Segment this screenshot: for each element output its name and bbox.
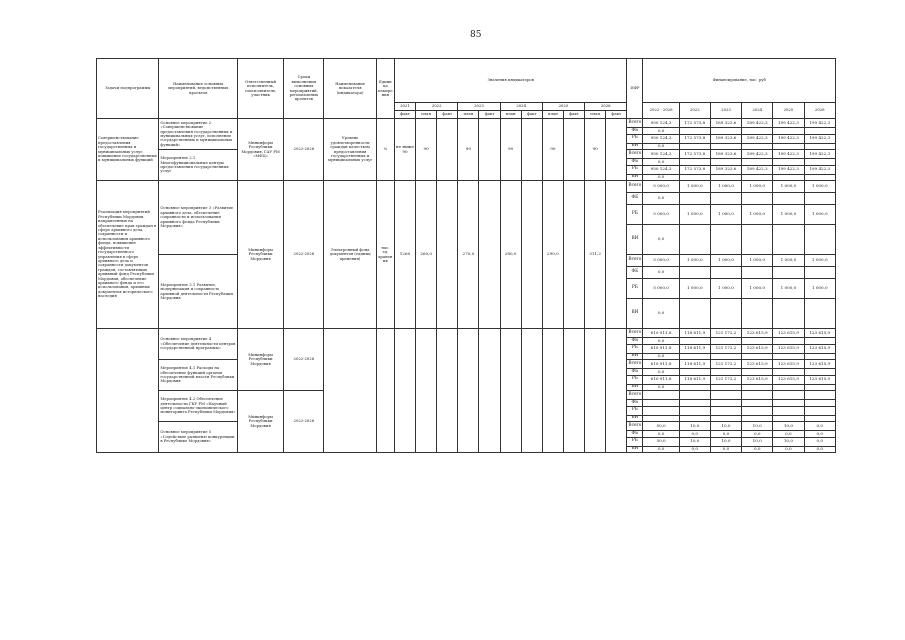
header-indicator-values: Значения индикаторов [394,59,626,103]
financing-value: 0,0 [643,159,679,166]
indicator-value: 260,0 [416,181,437,329]
financing-value: 610 911,8 [643,375,679,384]
financing-value: 0,0 [643,128,679,135]
financing-value: 189 323,6 [710,150,741,159]
funding-source: ФБ [627,431,643,438]
funding-source: ФБ [627,338,643,345]
financing-value: 0,0 [643,369,679,376]
funding-source: ВИ [627,174,643,181]
financing-value [773,299,804,329]
financing-value [742,299,773,329]
financing-value [773,406,804,415]
indicator-value [521,119,542,181]
indicator-value: 90 [458,119,479,181]
fin-year: 2022 [679,103,710,119]
funding-source: ФБ [627,128,643,135]
financing-value [804,193,836,205]
financing-value: 1 000,0 [804,279,836,299]
task-cell: Реализация мероприятий Республики Мордовия, направленных на обеспечение прав граждан в сфере архивного дела, сохранности и использования архивного фонда, повышение эффективности государственного управления в сфере архивного дела и сохранности документов граждан, составляющих архивный фонд Республики Мордовия, обеспечение архивного фонда и его использования, архивных документов исторического наследия [97,181,159,329]
financing-value [710,225,741,255]
financing-value: 1 000,0 [710,205,741,225]
financing-value [679,193,710,205]
financing-value: 189 422,3 [742,150,773,159]
executor-cell: Мининформ Республики Мордовия [237,329,283,391]
indicator-value [585,329,606,453]
measure-name: Мероприятие 3.1 Развитие, модернизация и сохранность архивной деятельности Республики Мордовия [159,255,238,329]
financing-value [710,193,741,205]
executor-cell: Мининформ Республики Мордовия, ГАУ РМ «МФЦ» [237,119,283,181]
header-financing: Финансирование, тыс. руб [643,59,836,103]
indicator-value [479,119,500,181]
financing-value: 199 422,3 [773,134,804,143]
table-row [97,119,836,128]
funding-source: ФБ [627,159,643,166]
plan-fact-label: факт [606,111,627,119]
indicator-value [606,329,627,453]
task-cell: Совершенствование предоставления государственных и муниципальных услуг, повышение государственных и муниципальных функций [97,119,159,181]
financing-value: 1 000,0 [710,255,741,267]
indicator-value [479,329,500,453]
financing-value [643,391,679,400]
indicator-value: 90 [542,119,563,181]
financing-value: 189 422,3 [742,165,773,174]
funding-source: РБ [627,205,643,225]
financing-value: 189 422,3 [742,119,773,128]
indicator-value [479,181,500,329]
financing-value: 123 615,9 [742,329,773,338]
funding-source: Всего [627,119,643,128]
financing-value: 189 323,6 [710,119,741,128]
plan-fact-label: план [416,111,437,119]
funding-source: РБ [627,406,643,415]
indicator-value [563,181,584,329]
financing-value: 0,0 [804,422,836,431]
financing-value: 0,0 [643,193,679,205]
financing-value: 5 000,0 [643,255,679,267]
financing-value: 199 422,3 [773,165,804,174]
financing-value: 121 172,2 [710,329,741,338]
period-cell: 2022-2026 [284,329,324,391]
financing-value [773,267,804,279]
indicator-value [458,329,479,453]
indicator-unit: тыс. ед. хранения [376,181,394,329]
financing-value: 123 615,9 [804,344,836,353]
financing-value: 0,0 [679,446,710,453]
financing-value: 199 422,3 [773,119,804,128]
financing-value: 123 615,9 [804,375,836,384]
financing-value: 189 323,6 [710,134,741,143]
indicator-value: 1260 [394,181,415,329]
program-table [96,58,836,568]
financing-value: 1 000,0 [742,205,773,225]
funding-source: РБ [627,279,643,299]
financing-value [679,406,710,415]
funding-source: Всего [627,422,643,431]
indicator-name: Уровень удовлетворенности граждан качеством предоставления государственных и муниципальных услуг [324,119,376,181]
financing-value [679,267,710,279]
financing-value: 950 124,3 [643,119,679,128]
financing-value: 5 000,0 [643,205,679,225]
financing-value: 1 000,0 [742,255,773,267]
measure-name: Основное мероприятие 4 «Обеспечение деятельности центров государственной программы» [159,329,238,360]
indicator-unit [376,329,394,453]
financing-value: 123 615,9 [804,329,836,338]
financing-value: 1 000,0 [679,181,710,193]
indicator-name [324,329,376,453]
measure-name: Мероприятие 2.1 Многофункциональные центры предоставления государственных услуг [159,150,238,181]
financing-value: 172 573,8 [679,134,710,143]
financing-value [773,391,804,400]
indicator-value [521,181,542,329]
year-2024: 2024 [500,103,542,111]
plan-fact-label: план [500,111,521,119]
financing-value [710,267,741,279]
measure-name: Мероприятие 4.2 Обеспечение деятельности ГКУ РМ «Научный центр социально-экономического мониторинга Республики Мордовия» [159,391,238,422]
indicator-value: 90 [500,119,521,181]
financing-value: 5 000,0 [643,279,679,299]
funding-source: ВИ [627,143,643,150]
year-2022: 2022 [416,103,458,111]
indicator-value [437,119,458,181]
plan-fact-label: факт [394,111,415,119]
indicator-value [606,119,627,181]
financing-value: 10,0 [679,437,710,446]
financing-value: 0,0 [643,267,679,279]
financing-value: 1 000,0 [773,255,804,267]
financing-value: 123 615,9 [742,344,773,353]
indicator-value [437,181,458,329]
funding-source: ВИ [627,384,643,391]
period-cell: 2022-2026 [284,181,324,329]
financing-value: 118 611,9 [679,344,710,353]
funding-source: ФБ [627,193,643,205]
financing-value [742,267,773,279]
funding-source: Всего [627,391,643,400]
financing-value: 199 422,3 [804,134,836,143]
financing-value: 199 422,3 [804,119,836,128]
financing-value: 123 615,9 [804,360,836,369]
financing-value: 10,0 [710,437,741,446]
plan-fact-label: план [458,111,479,119]
financing-value: 10,0 [742,422,773,431]
indicator-value [394,329,415,453]
financing-value: 0,0 [643,353,679,360]
indicator-value [563,329,584,453]
financing-value: 1 000,0 [773,181,804,193]
financing-value [643,406,679,415]
header-indicator: Наименование показателя (индикатора) [324,59,376,119]
indicator-value: не ниже 90 [394,119,415,181]
financing-value [773,225,804,255]
financing-value [742,406,773,415]
financing-value: 1 000,0 [679,205,710,225]
fin-year: 2025 [773,103,804,119]
table-row [97,329,836,338]
financing-value: 950 124,3 [643,150,679,159]
financing-value: 10,0 [773,437,804,446]
table-row [97,181,836,193]
financing-value: 0,0 [643,384,679,391]
financing-value [773,193,804,205]
indicator-value [542,329,563,453]
financing-value: 123 615,9 [773,360,804,369]
period-cell: 2022-2026 [284,119,324,181]
plan-fact-label: план [585,111,606,119]
financing-value: 123 615,9 [773,344,804,353]
financing-value: 10,0 [742,437,773,446]
measure-name: Основное мероприятие 3 «Развитие архивного дела, обеспечение сохранности и использования архивного фонда Республики Мордовия» [159,181,238,255]
financing-value [804,406,836,415]
financing-value: 0,0 [643,431,679,438]
fin-year: 2024 [742,103,773,119]
financing-value: 118 611,9 [679,375,710,384]
financing-value [742,391,773,400]
financing-value: 950 124,3 [643,165,679,174]
financing-value: 1 000,0 [804,255,836,267]
financing-value: 0,0 [742,431,773,438]
funding-source: ФБ [627,369,643,376]
financing-value: 5 000,0 [643,181,679,193]
funding-source: Всего [627,150,643,159]
plan-fact-label: факт [437,111,458,119]
indicator-name: Электронный фонд документов (единиц хранения) [324,181,376,329]
indicator-value: 270,0 [458,181,479,329]
financing-value: 123 615,9 [773,375,804,384]
indicator-value: 311,2 [585,181,606,329]
financing-value: 0,0 [773,431,804,438]
financing-value: 10,0 [710,422,741,431]
task-cell [97,329,159,453]
financing-value: 1 000,0 [710,181,741,193]
plan-fact-label: факт [521,111,542,119]
indicator-unit: % [376,119,394,181]
funding-source: РБ [627,375,643,384]
year-2023: 2023 [458,103,500,111]
indicator-value [500,329,521,453]
funding-source: РБ [627,134,643,143]
financing-value: 1 000,0 [804,205,836,225]
financing-value: 10,0 [773,422,804,431]
plan-fact-label: факт [563,111,584,119]
financing-value: 1 000,0 [679,279,710,299]
financing-value: 121 172,2 [710,375,741,384]
financing-value: 1 000,0 [804,181,836,193]
financing-value: 1 000,0 [773,279,804,299]
measure-name: Основное мероприятие 5 «Содействие развитию конкуренции в Республике Мордовия» [159,422,238,453]
fin-year: 2022 - 2026 [643,103,679,119]
funding-source: РБ [627,437,643,446]
financing-value [679,391,710,400]
funding-source: ФБ [627,267,643,279]
financing-value: 0,0 [742,446,773,453]
executor-cell: Мининформ Республики Мордовия [237,391,283,453]
financing-value: 0,0 [710,431,741,438]
financing-value [710,299,741,329]
indicator-value: 90 [416,119,437,181]
period-cell: 2022-2026 [284,391,324,453]
executor-cell: Мининформ Республики Мордовия [237,181,283,329]
financing-value [679,299,710,329]
financing-value [742,193,773,205]
header-measures: Наименование основных мероприятий, ведомственных проектов [159,59,238,119]
funding-source: Всего [627,255,643,267]
measure-name: Основное мероприятие 2 «Совершенствование предоставления государственных и муниципальных услуг, исполнение государственных и муниципальных функций» [159,119,238,150]
indicator-value [521,329,542,453]
indicator-value: 280,0 [500,181,521,329]
financing-value: 10,0 [679,422,710,431]
fin-year: 2023 [710,103,741,119]
funding-source: РБ [627,344,643,353]
header-executor: Ответственный исполнитель, соисполнитель, участник [237,59,283,119]
financing-value: 50,0 [643,437,679,446]
financing-value [710,391,741,400]
fin-year: 2026 [804,103,836,119]
financing-value: 1 000,0 [710,279,741,299]
financing-value: 0,0 [773,446,804,453]
funding-source: Всего [627,360,643,369]
financing-value [804,267,836,279]
financing-value: 610 911,8 [643,329,679,338]
financing-value [804,391,836,400]
header-unit: Единица измерения [376,59,394,119]
financing-value: 0,0 [643,299,679,329]
indicator-value [563,119,584,181]
financing-value: 118 611,9 [679,360,710,369]
financing-value: 0,0 [643,338,679,345]
financing-value: 172 573,8 [679,165,710,174]
financing-value: 0,0 [643,446,679,453]
financing-value: 1 000,0 [773,205,804,225]
indicator-value: 90 [585,119,606,181]
funding-source: РБ [627,165,643,174]
financing-value: 0,0 [643,174,679,181]
financing-value: 199 422,3 [804,165,836,174]
financing-value: 118 611,9 [679,329,710,338]
indicator-value [416,329,437,453]
financing-value: 0,0 [643,143,679,150]
page-number: 85 [470,30,482,40]
financing-value [679,225,710,255]
financing-value: 950 124,3 [643,134,679,143]
financing-value: 123 615,9 [742,375,773,384]
funding-source: ВИ [627,446,643,453]
funding-source: ВИ [627,225,643,255]
year-2026: 2026 [585,103,627,111]
financing-value: 189 422,3 [742,134,773,143]
measure-name: Мероприятие 4.1 Расходы на обеспечение функций органов государственной власти Республики Мордовия [159,360,238,391]
header-tasks: Задачи подпрограммы [97,59,159,119]
financing-value: 123 615,9 [773,329,804,338]
financing-value: 172 573,8 [679,119,710,128]
financing-value: 610 911,8 [643,344,679,353]
financing-value: 1 000,0 [742,181,773,193]
plan-fact-label: план [542,111,563,119]
indicator-value: 290,0 [542,181,563,329]
financing-value [742,225,773,255]
financing-value: 0,0 [643,225,679,255]
funding-source: ВИ [627,353,643,360]
year-2025: 2025 [542,103,584,111]
financing-value: 610 911,8 [643,360,679,369]
year-2021: 2021 [394,103,415,111]
funding-source: ВИ [627,415,643,422]
funding-source: Всего [627,329,643,338]
financing-value [710,406,741,415]
financing-value: 1 000,0 [742,279,773,299]
financing-value: 0,0 [710,446,741,453]
plan-fact-label: факт [479,111,500,119]
funding-source: Всего [627,181,643,193]
financing-value: 0,0 [679,431,710,438]
header-period: Сроки выполнения основных мероприятий, региональных проектов [284,59,324,119]
financing-value: 199 422,3 [773,150,804,159]
financing-value: 50,0 [643,422,679,431]
funding-source: ФБ [627,400,643,407]
financing-value: 121 172,2 [710,344,741,353]
financing-value: 1 000,0 [679,255,710,267]
financing-value: 0,0 [804,431,836,438]
funding-source: ВИ [627,299,643,329]
financing-value: 0,0 [804,437,836,446]
financing-value [804,299,836,329]
indicator-value [437,329,458,453]
indicator-value [606,181,627,329]
financing-value: 121 172,2 [710,360,741,369]
financing-value: 172 573,8 [679,150,710,159]
financing-value: 123 615,9 [742,360,773,369]
financing-value: 189 323,6 [710,165,741,174]
header-ifr: ИФР [627,59,643,119]
financing-value [804,225,836,255]
financing-value: 0,0 [804,446,836,453]
financing-value: 199 422,3 [804,150,836,159]
